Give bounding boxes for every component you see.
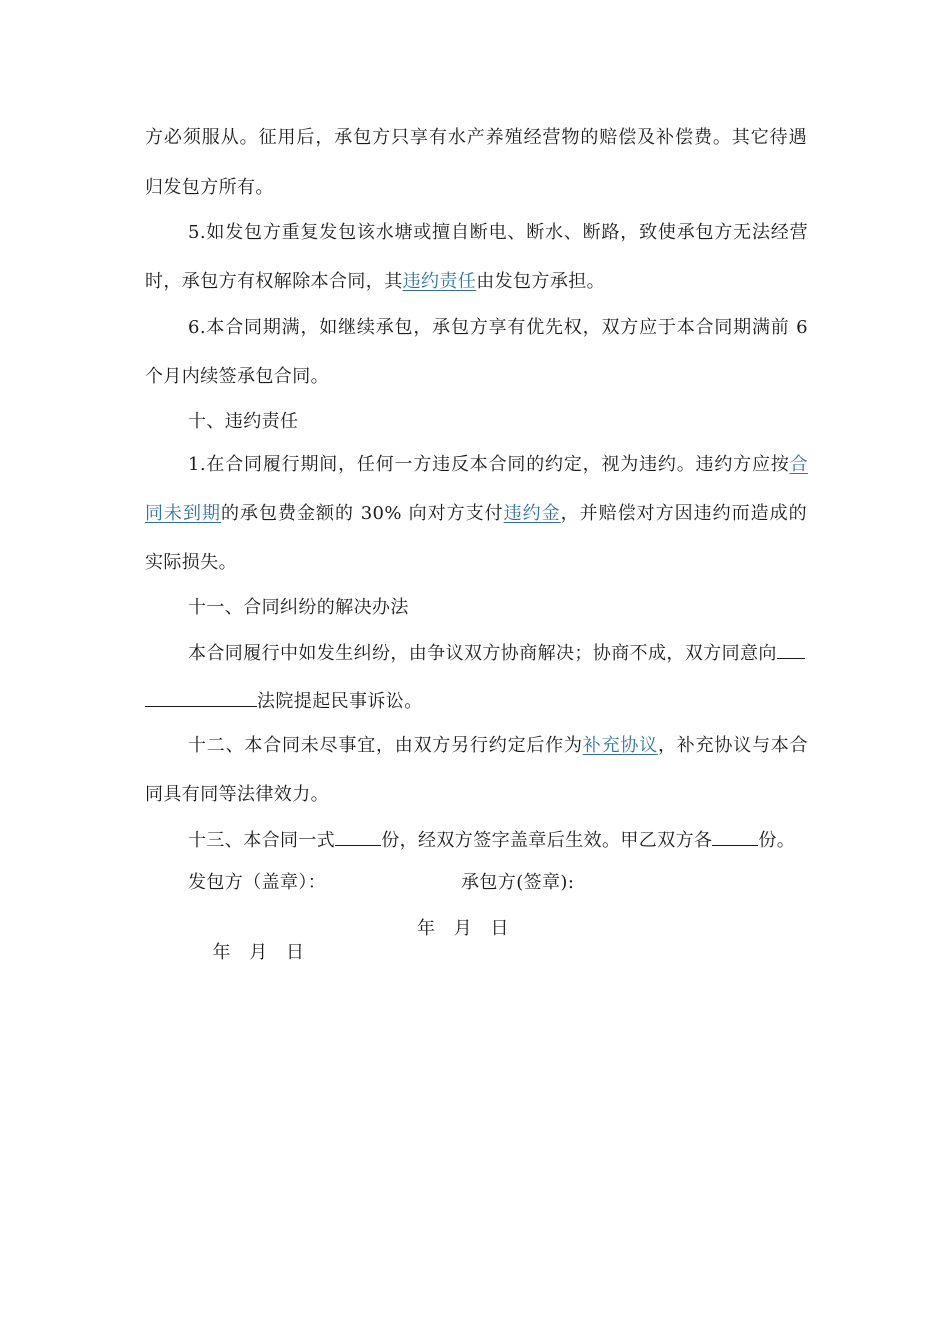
paragraph-line <box>188 453 808 477</box>
text: 时，承包方有权解除本合同，其 <box>145 271 403 292</box>
paragraph-line <box>188 221 808 245</box>
text: ，并赔偿对方因违约而造成的 <box>560 503 807 524</box>
fill-in-blank[interactable] <box>145 688 257 707</box>
text: 十二、本合同未尽事宜，由双方另行约定后作为 <box>188 735 583 756</box>
link-liquidated-damages[interactable]: 违约金 <box>503 503 561 524</box>
text: 实际损失。 <box>145 552 237 573</box>
text: 本合同履行中如发生纠纷，由争议双方协商解决；协商不成，双方同意向 <box>188 643 777 664</box>
text: 份。 <box>758 830 796 851</box>
heading-text: 十、违约责任 <box>188 411 299 432</box>
paragraph-line <box>145 783 807 807</box>
paragraph-line <box>188 316 808 340</box>
party-a-date: 年 月 日 <box>212 942 305 963</box>
text: 份，经双方签字盖章后生效。甲乙双方各 <box>381 830 713 851</box>
paragraph-line <box>145 270 807 294</box>
paragraph-line <box>145 126 807 150</box>
link-breach-liability[interactable]: 违约责任 <box>402 271 477 292</box>
text: 由发包方承担。 <box>476 271 606 292</box>
text: 方必须服从。征用后，承包方只享有水产养殖经营物的赔偿及补偿费。其它待遇 <box>145 127 807 148</box>
fill-in-blank[interactable] <box>335 827 381 846</box>
text: 6.本合同期满，如继续承包，承包方享有优先权，双方应于本合同期满前 6 <box>188 317 808 338</box>
text: 十三、本合同一式 <box>188 830 336 851</box>
heading-text: 十一、合同纠纷的解决办法 <box>188 597 409 618</box>
paragraph-line <box>145 502 807 526</box>
text: 5.如发包方重复发包该水塘或擅自断电、断水、断路，致使承包方无法经营 <box>188 222 808 243</box>
paragraph-line <box>188 640 808 666</box>
fill-in-blank[interactable] <box>712 827 758 846</box>
link-supplementary-agreement[interactable]: 补充协议 <box>582 735 658 756</box>
party-b-signature-label: 承包方(签章): <box>461 872 575 893</box>
text: ，补充协议与本合 <box>658 735 808 756</box>
paragraph-line <box>145 176 807 200</box>
paragraph-line <box>145 551 807 575</box>
paragraph-line <box>145 365 807 389</box>
party-a-signature-label: 发包方（盖章）： <box>188 872 327 893</box>
text: 的承包费金额的 30% 向对方支付 <box>221 503 504 524</box>
text: 归发包方所有。 <box>145 177 274 198</box>
section-heading <box>188 410 808 434</box>
text: 个月内续签承包合同。 <box>145 366 329 387</box>
text: 法院提起民事诉讼。 <box>257 691 423 712</box>
signature-row <box>188 871 808 895</box>
paragraph-line <box>145 688 807 714</box>
link-contract-unexpired[interactable]: 合 <box>789 454 808 475</box>
paragraph-line <box>188 734 808 758</box>
text: 同具有同等法律效力。 <box>145 784 329 805</box>
paragraph-line <box>188 827 808 853</box>
section-heading <box>188 596 808 620</box>
fill-in-blank[interactable] <box>777 640 805 659</box>
text: 1.在合同履行期间，任何一方违反本合同的约定，视为违约。违约方应按 <box>188 454 790 475</box>
date-row <box>188 917 808 1013</box>
link-contract-unexpired[interactable]: 同未到期 <box>145 503 221 524</box>
party-b-date: 年 月 日 <box>417 918 509 939</box>
